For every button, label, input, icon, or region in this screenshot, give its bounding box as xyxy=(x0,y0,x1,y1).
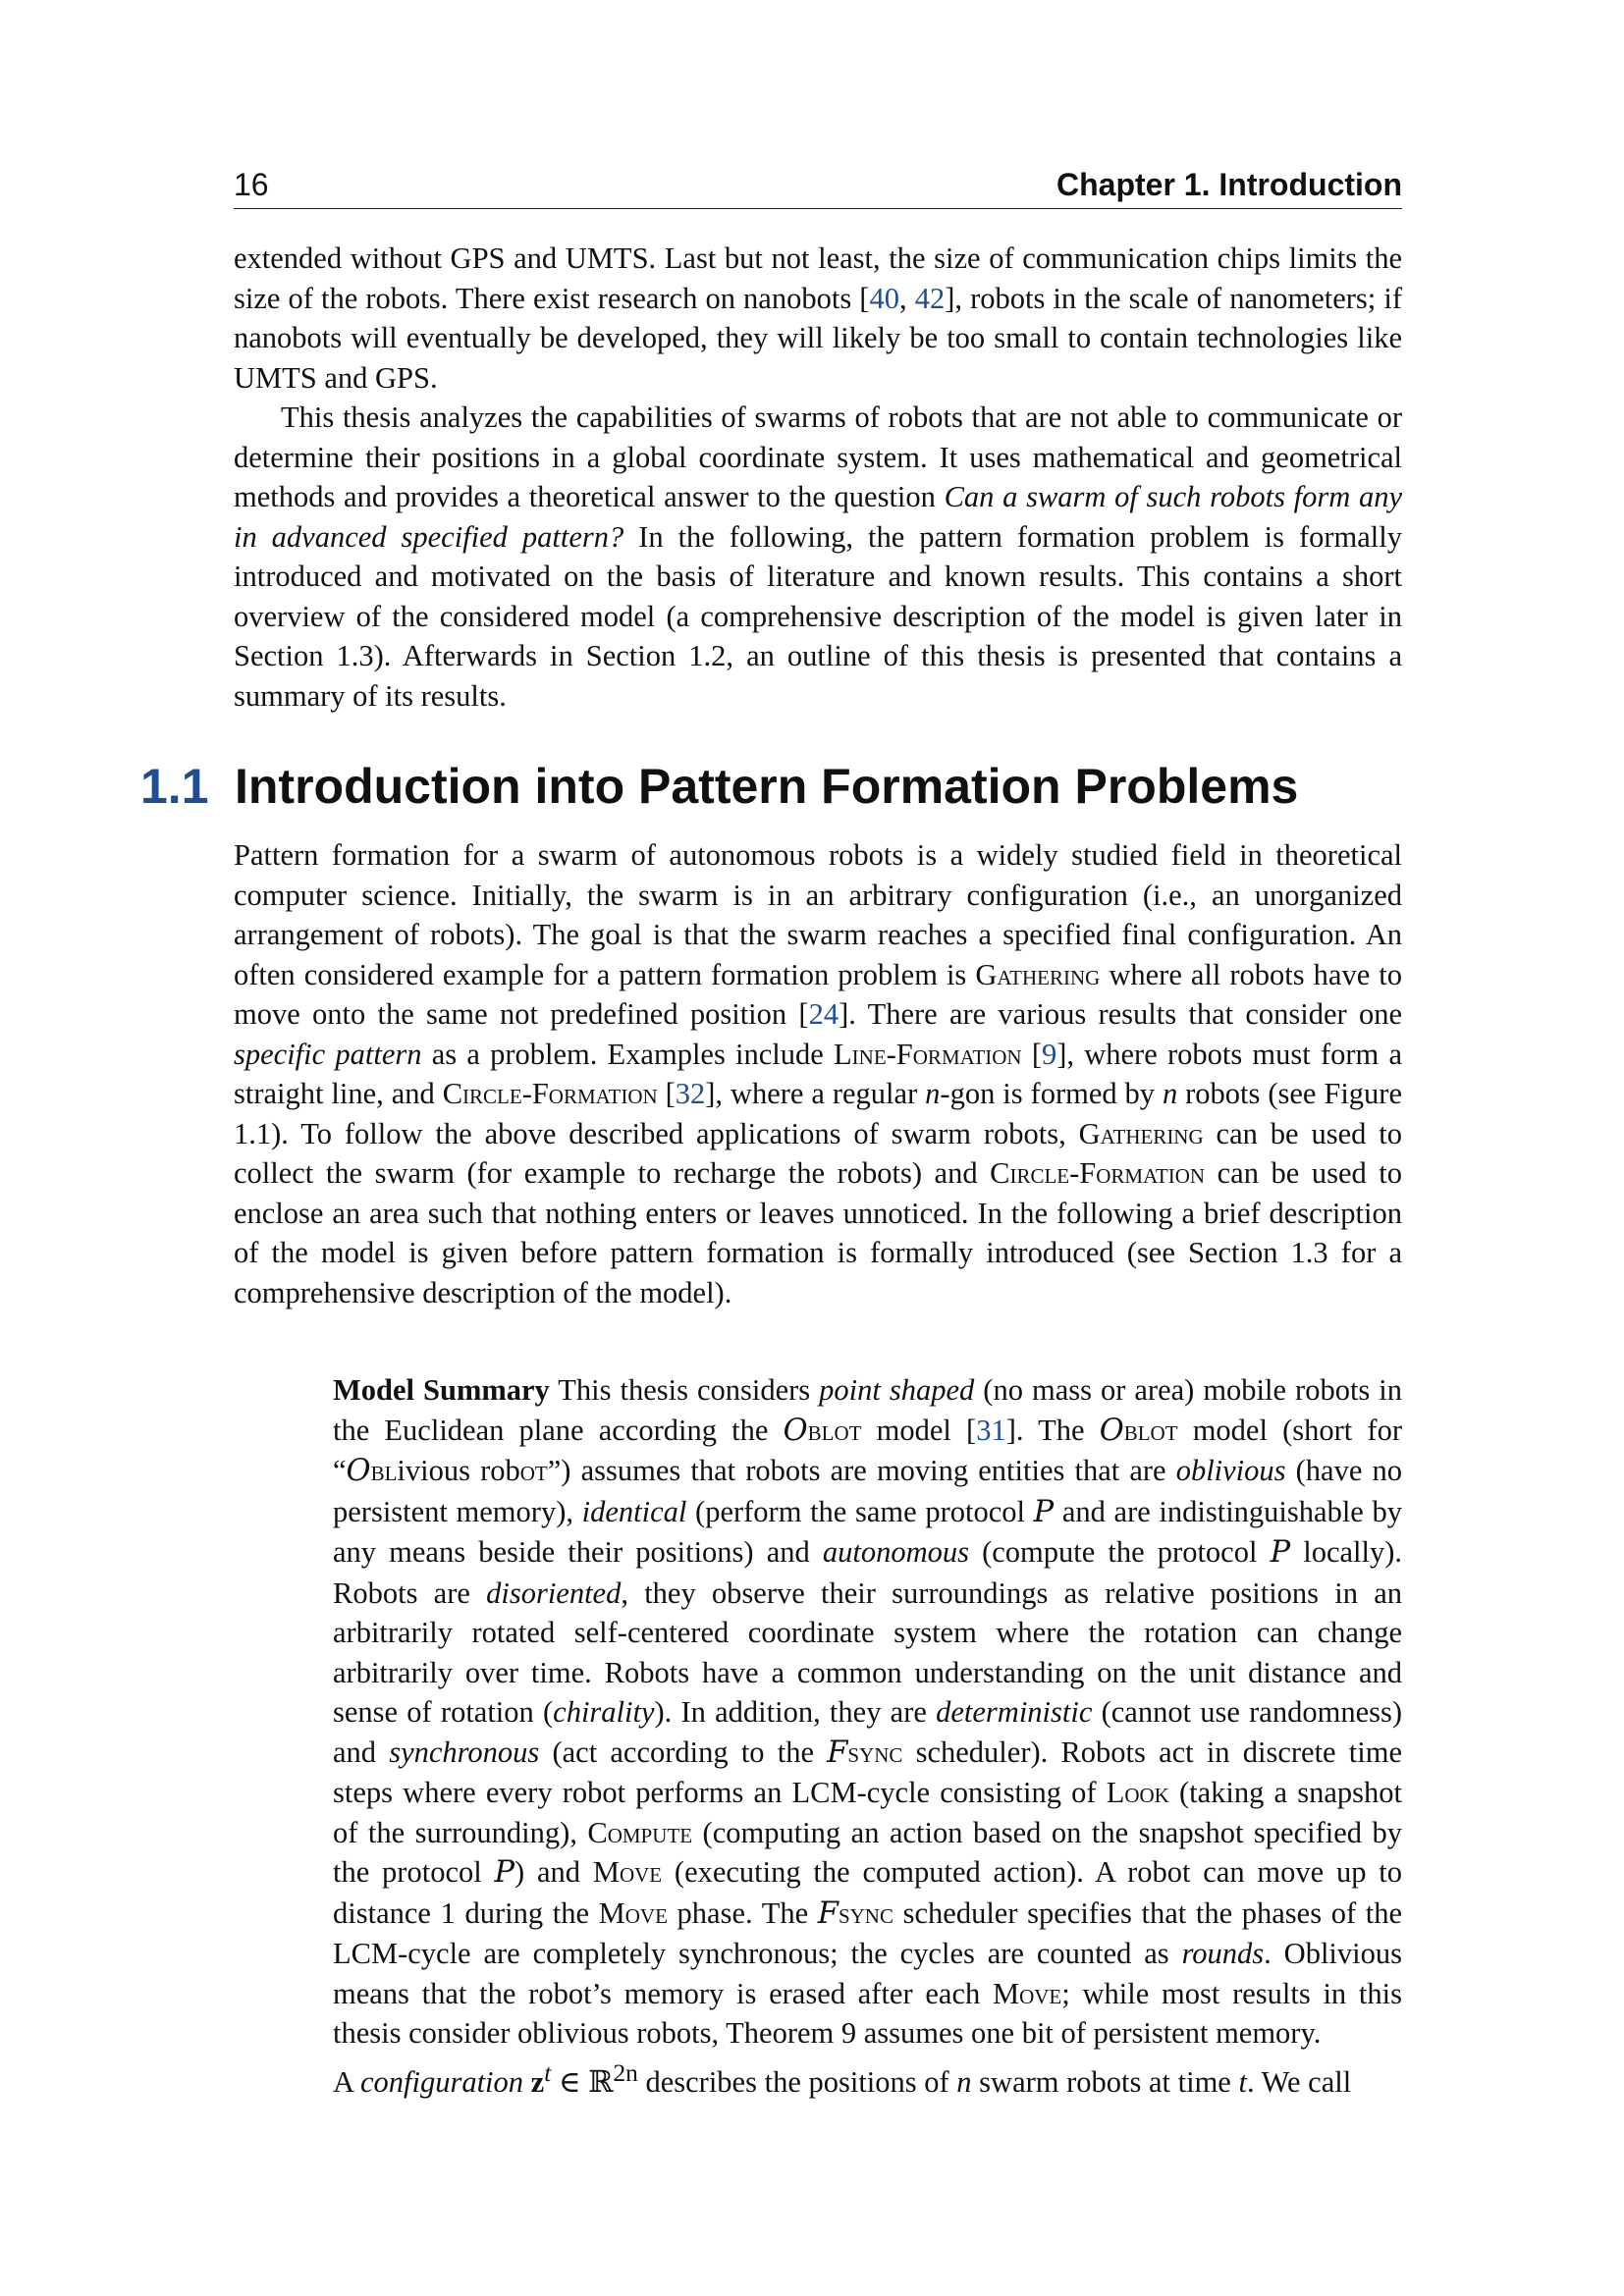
citation-link[interactable]: 24 xyxy=(808,997,839,1031)
citation-link[interactable]: 32 xyxy=(675,1077,706,1110)
citation-link[interactable]: 31 xyxy=(976,1413,1006,1447)
citation-link[interactable]: 9 xyxy=(1041,1037,1057,1071)
intro-text xyxy=(234,239,1402,716)
intro-paragraph-1: extended without GPS and UMTS. Last but not least, the size of communication chips limits the size of the robots. There exist research on nanobots [40, 42], robots in the scale of nanometers; if nanobots will eventually be developed, they will likely be too small to contain technologies like UMTS and GPS. xyxy=(234,241,1402,395)
section-number: 1.1 xyxy=(140,759,209,814)
pattern-formation-paragraph: Pattern formation for a swarm of autonomous robots is a widely studied field in theoretical computer science. Initially, the swarm is in an arbitrary configuration (i.e., an unorganized arrangement of robots). The goal is that the swarm reaches a specified final configuration. An often considered example for a pattern formation problem is Gathering where all robots have to move onto the same not predefined position [24]. There are various results that consider one specific pattern as a problem. Examples include Line-Formation [9], where robots must form a straight line, and Circle-Formation [32], where a regular n-gon is formed by n robots (see Figure 1.1). To follow the above described applications of swarm robots, Gathering can be used to collect the swarm (for example to recharge the robots) and Circle-Formation can be used to enclose an area such that nothing enters or leaves unnoticed. In the following a brief description of the model is given before pattern formation is formally introduced (see Section 1.3 for a comprehensive description of the model). xyxy=(234,838,1402,1309)
citation-link[interactable]: 42 xyxy=(914,281,946,315)
configuration-paragraph: A configuration $z^t$ ∈ ℝ$^{2n}$ describes the positions of n swarm robots at time t. We call xyxy=(333,2058,1352,2099)
section-title: Introduction into Pattern Formation Problems xyxy=(235,759,1299,814)
model-summary-heading: Model Summary xyxy=(333,1373,550,1407)
citation-link[interactable]: 40 xyxy=(869,281,899,315)
page-number: 16 xyxy=(234,167,269,202)
chapter-title: Chapter 1. Introduction xyxy=(1056,167,1402,202)
model-summary-box xyxy=(333,1370,1402,2102)
section-heading xyxy=(140,758,1298,815)
model-summary-paragraph: Model Summary This thesis considers point shaped (no mass or area) mobile robots in the Euclidean plane according the Oblot model [31]. The Oblot model (short for “Oblivious robot”) assumes that robots are moving entities that are oblivious (have no persistent memory), identical (perform the same protocol P and are indistinguishable by any means beside their positions) and autonomous (compute the protocol P locally). Robots are disoriented, they observe their surroundings as relative positions in an arbitrarily rotated self-centered coordinate system where the rotation can change arbitrarily over time. Robots have a common understanding on the unit distance and sense of rotation (chirality). In addition, they are deterministic (cannot use randomness) and synchronous (act according to the Fsync scheduler). Robots act in discrete time steps where every robot performs an LCM-cycle consisting of Look (taking a snapshot of the surrounding), Compute (computing an action based on the snapshot specified by the protocol P) and Move (executing the computed action). A robot can move up to distance 1 during the Move phase. The Fsync scheduler specifies that the phases of the LCM-cycle are completely synchronous; the cycles are counted as rounds. Oblivious means that the robot’s memory is erased after each Move; while most results in this thesis consider oblivious robots, Theorem 9 assumes one bit of persistent memory. xyxy=(333,1373,1403,2050)
intro-paragraph-2: This thesis analyzes the capabilities of swarms of robots that are not able to communicate or determine their positions in a global coordinate system. It uses mathematical and geometrical methods and provides a theoretical answer to the question Can a swarm of such robots form any in advanced specified pattern? In the following, the pattern formation problem is formally introduced and motivated on the basis of literature and known results. This contains a short overview of the considered model (a comprehensive description of the model is given later in Section 1.3). Afterwards in Section 1.2, an outline of this thesis is presented that contains a summary of its results. xyxy=(234,400,1403,713)
running-header xyxy=(234,163,1402,209)
